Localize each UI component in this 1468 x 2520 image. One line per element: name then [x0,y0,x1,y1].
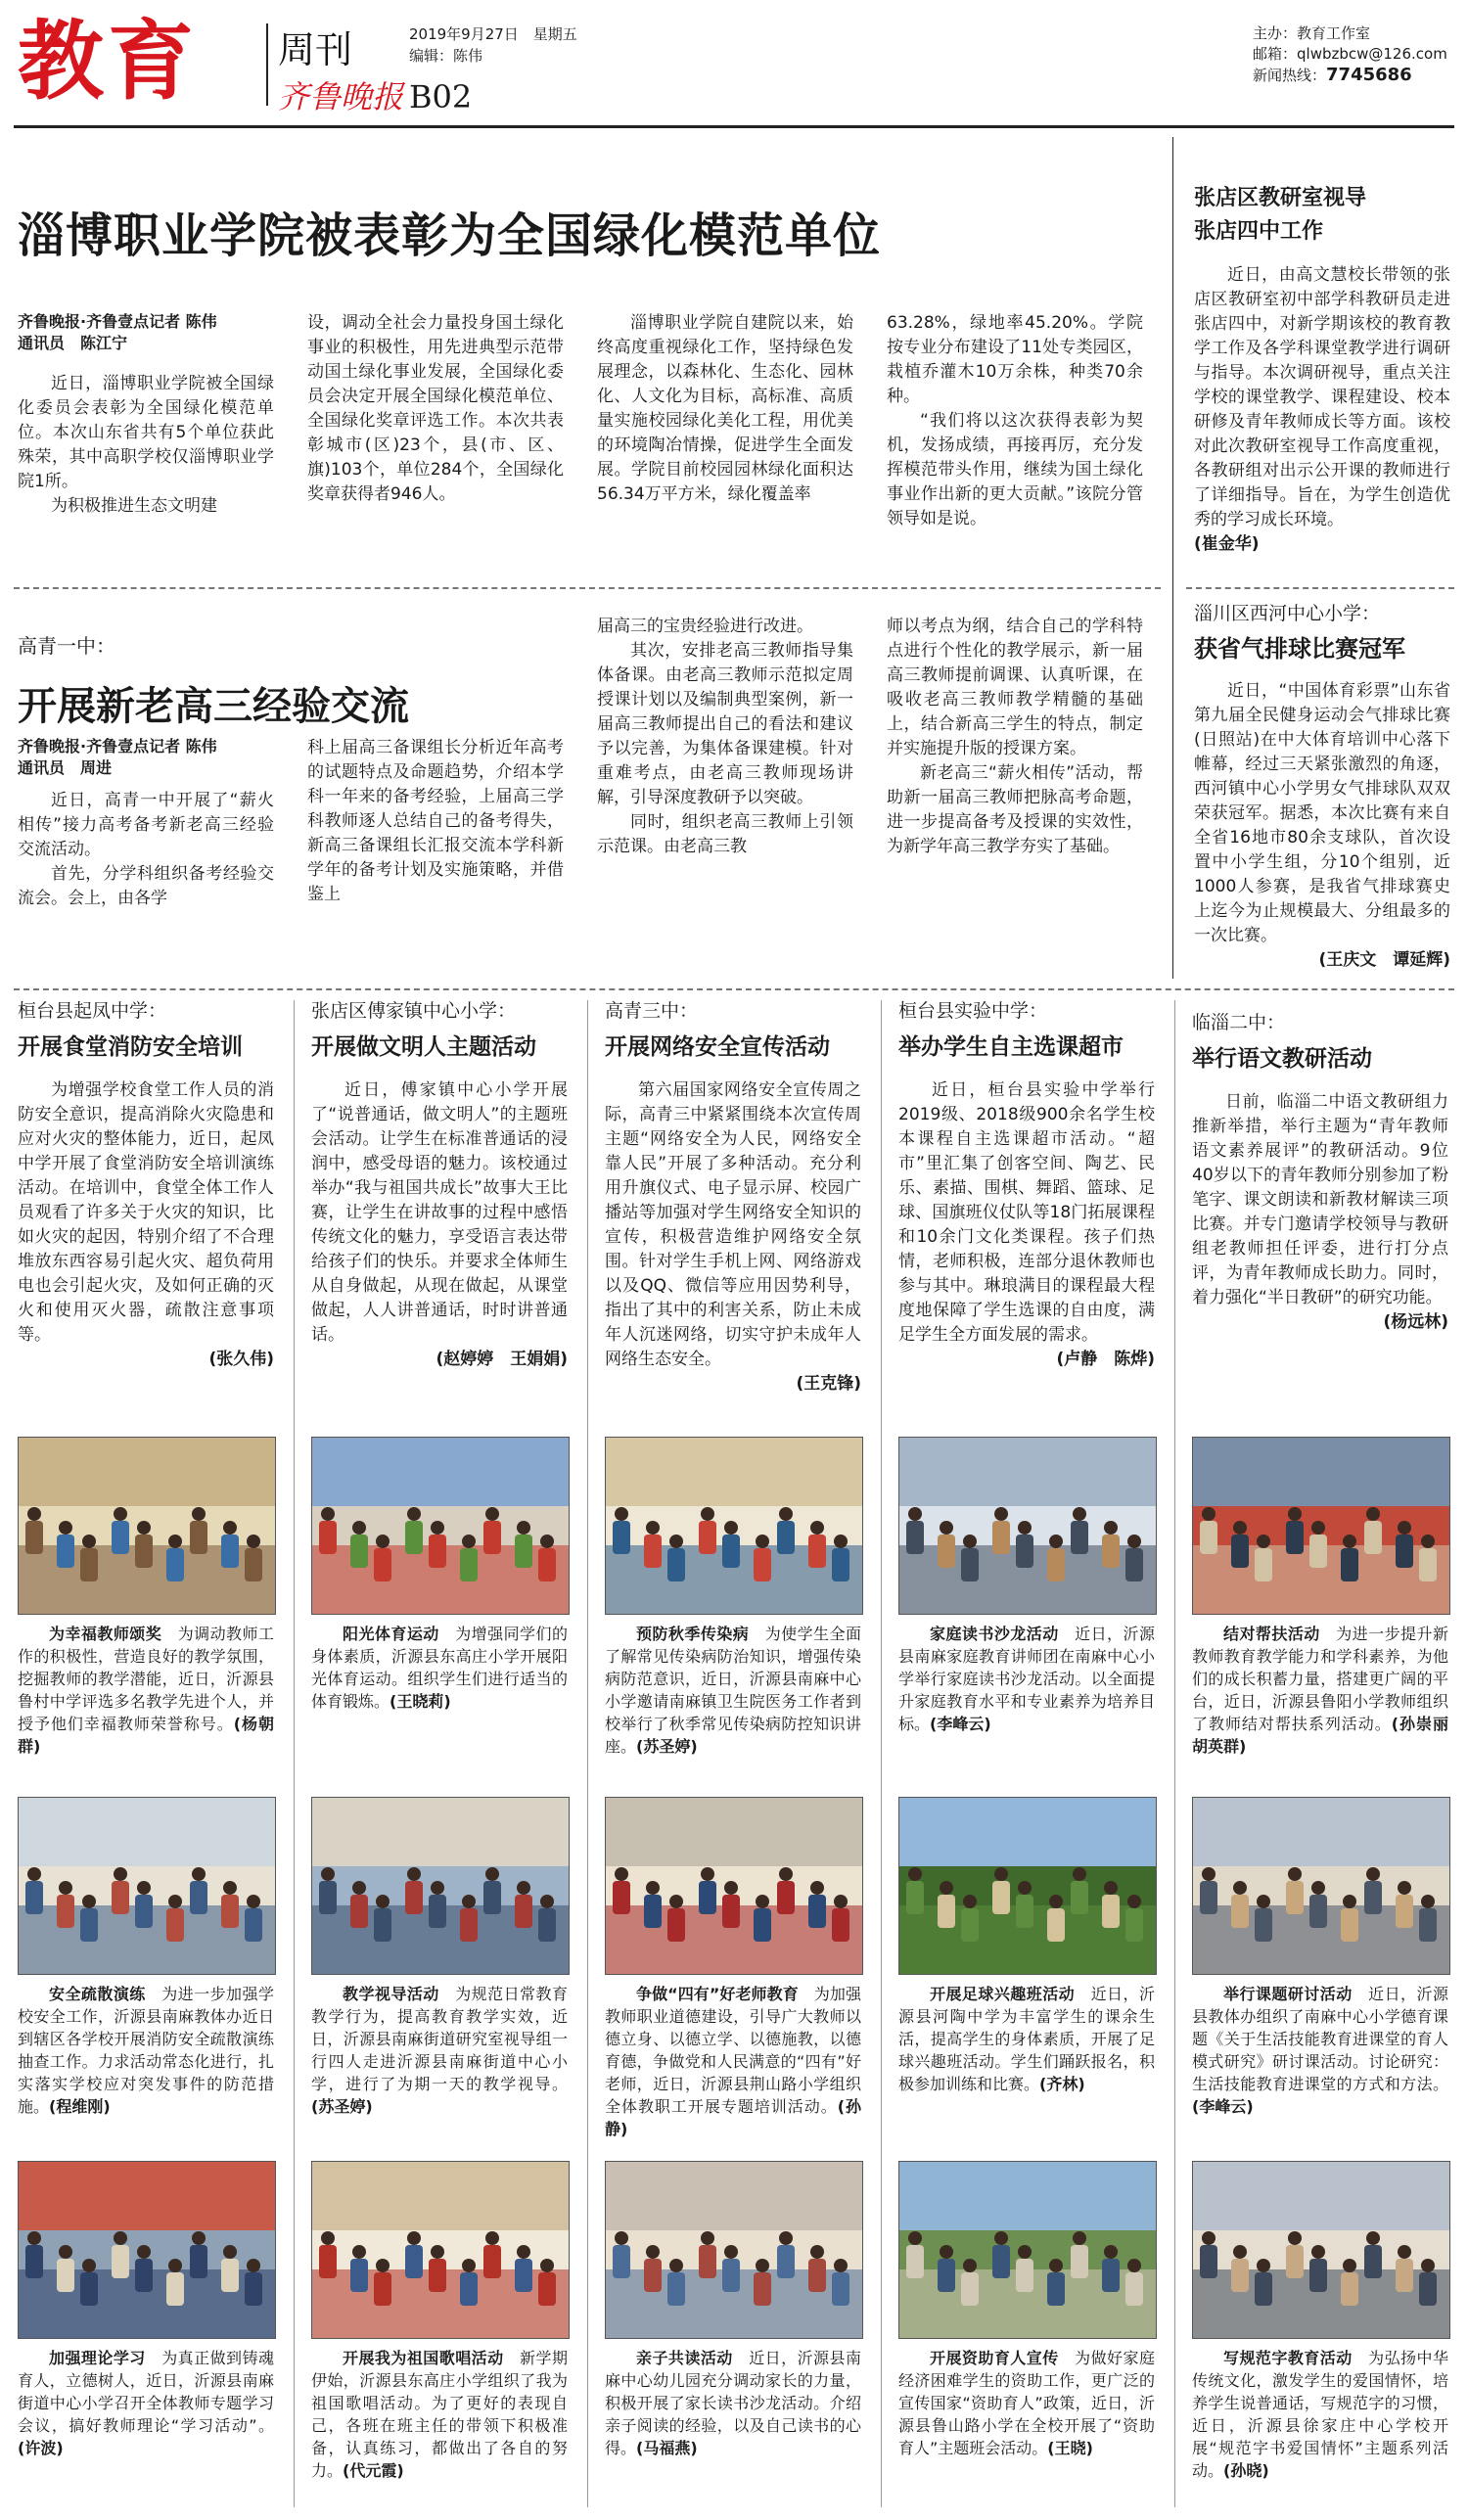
photo-image [312,1798,569,1974]
photo-caption-text: 新学期伊始，沂源县东高庄小学组织了我为祖国歌唱活动。为了更好的表现自己，各班在班主任的带领下积极准备，认真练习，都做出了各自的努力。 [311,2349,568,2480]
photo-caption-credit: (杨朝群) [18,1715,274,1756]
photo-caption-text: 为使学生全面了解常见传染病防治知识，增强传染病防范意识，近日，沂源县南麻中心小学邀请南麻镇卫生院医务工作者到校举行了秋季常见传染病防控知识讲座。 [605,1625,861,1756]
photo-caption [18,1623,274,1758]
photo-caption-text: 近日，沂源县南麻中心幼儿园充分调动家长的力量，积极开展了家长读书沙龙活动。介绍亲子阅读的经验，以及自己读书的心得。 [605,2349,861,2457]
lead-paragraph: 淄博职业学院自建院以来，始终高度重视绿化工作，坚持绿色发展理念，以森林化、生态化、园林化、人文化为目标，高标准、高质量实施校园绿化美化工程，用优美的环境陶冶情操，促进学生全面发展。学院目前校园园林绿化面积达56.34万平方米，绿化覆盖率 [597,313,853,504]
brief-text: 日前，临淄二中语文教研组力推新举措，举行主题为“青年教师语文素养展评”的教研活动。9位40岁以下的青年教师分别参加了粉笔字、课文朗读和新教材解读三项比赛。并专门邀请学校领导与教研组老教师担任评委，进行打分点评，为青年教师成长助力。同时，着力强化“半日教研”的研究功能。 [1192,1092,1448,1308]
sidebar-2-headline: 获省气排球比赛冠军 [1194,634,1405,663]
photo-image [19,1798,275,1974]
second-paragraph: 新老高三“薪火相传”活动，帮助新一届高三教师把脉高考命题，进一步提高备考及授课的实效性，为新学年高三教学夯实了基础。 [887,763,1143,856]
host-label: 主办：教育工作室 [1253,24,1371,42]
photo-image [899,1798,1156,1974]
lead-paragraph: “我们将以这次获得表彰为契机，发扬成绩，再接再厉，充分发挥模范带头作用，继续为国土绿化事业作出新的更大贡献。”该院分管领导如是说。 [887,411,1143,528]
photo-caption-text: 为调动教师工作的积极性，营造良好的教学氛围，挖掘教师的教学潜能，近日，沂源县鲁村中学评选多名教学先进个人，并授予他们幸福教师荣誉称号。 [18,1625,274,1733]
photo-caption [605,2347,861,2459]
photo-caption-text: 近日，沂源县南麻家庭教育讲师团在南麻中心小学举行家庭读书沙龙活动。以全面提升家庭教育水平和专业素养为培养目标。 [898,1625,1155,1733]
column-rule [587,1000,588,2507]
photo-caption-title: 预防秋季传染病 [636,1625,750,1643]
brief-text: 近日，桓台县实验中学举行2019级、2018级900余名学生校本课程自主选课超市活动。“超市”里汇集了创客空间、陶艺、民乐、素描、围棋、舞蹈、篮球、足球、国旗班仪仗队等18门拓展课程和10余门文化类课程。孩子们热情，老师积极，连部分退休教师也参与其中。琳琅满目的课程最大程度地保障了学生选课的自由度，满足学生全方面发展的需求。 [898,1080,1155,1346]
brief-text: 近日，傅家镇中心小学开展了“说普通话，做文明人”的主题班会活动。让学生在标准普通话的浸润中，感受母语的魅力。该校通过举办“我与祖国共成长”故事大王比赛，让学生在讲故事的过程中感悟传统文化的魅力，享受语言表达带给孩子们的快乐。并要求全体师生从自身做起，从现在做起，从课堂做起，人人讲普通话，时时讲普通话。 [311,1080,568,1346]
photo-caption-text: 为加强教师职业道德建设，引导广大教师以德立身、以德立学、以德施教，以德育德，争做党和人民满意的“四有”好老师，近日，沂源县荆山路小学组织全体教职工开展专题培训活动。 [605,1985,861,2116]
lead-paragraph: 63.28%，绿地率45.20%。学院按专业分布建设了11处专类园区，栽植乔灌木10万余株，种类70余种。 [887,313,1143,406]
photo-caption [18,2347,274,2459]
second-byline [18,736,274,779]
second-byline-reporter: 齐鲁晚报·齐鲁壹点记者 陈伟 [18,737,217,756]
lead-byline [18,311,274,354]
sidebar-1-headline-line1: 张店区教研室视导 [1194,186,1367,210]
news-photo [605,2161,863,2339]
photo-image [19,1438,275,1614]
page-number: B02 [409,78,473,115]
news-photo [1192,1437,1450,1615]
photo-caption-text: 为进一步提升新教师教育教学能力和学科素养，为他们的成长积蓄力量，搭建更广阔的平台，近日，沂源县鲁阳小学教师组织了教师结对帮扶系列活动。 [1192,1625,1448,1733]
news-photo [18,1797,276,1975]
photo-caption [605,1983,861,2140]
lead-byline-correspondent: 通讯员 陈江宁 [18,334,128,352]
news-photo [1192,2161,1450,2339]
brief-headline: 举办学生自主选课超市 [898,1033,1124,1060]
brief-body [311,1078,568,1372]
photo-caption-credit: (马福燕) [636,2439,698,2457]
photo-image [899,2162,1156,2338]
brief-story [18,1000,274,1372]
lead-headline: 淄博职业学院被表彰为全国绿化模范单位 [18,208,882,263]
photo-caption-title: 举行课题研讨活动 [1223,1985,1353,2003]
brief-headline: 开展做文明人主题活动 [311,1033,536,1060]
brief-body [605,1078,861,1397]
photo-image [19,2162,275,2338]
lead-col-4 [887,311,1143,531]
news-photo [311,1797,570,1975]
news-photo [898,1797,1157,1975]
section-subtitle: 周刊 [278,28,353,71]
photo-caption-title: 开展我为祖国歌唱活动 [343,2349,504,2367]
photo-image [606,2162,862,2338]
brief-body [898,1078,1155,1372]
second-paragraph: 首先，分学科组织备考经验交流会。会上，由各学 [18,864,274,908]
brief-headline: 开展网络安全宣传活动 [605,1033,830,1060]
photo-caption [311,1623,568,1713]
photo-caption [898,1623,1155,1735]
brief-body [18,1078,274,1372]
photo-caption-credit: (孙晓) [1223,2461,1269,2480]
brief-body [1192,1090,1448,1335]
masthead-divider [266,23,268,106]
lead-col-2 [307,311,564,507]
photo-caption-text: 近日，沂源县教体办组织了南麻中心小学德育课题《关于生活技能教育进课堂的育人模式研究》研讨课活动。讨论研究：生活技能教育进课堂的方式和方法。 [1192,1985,1448,2093]
photo-image [606,1438,862,1614]
second-paragraph: 其次，安排老高三教师指导集体备课。由老高三教师示范拟定周授课计划以及编制典型案例，新一届高三教师提出自己的看法和建议予以完善，为集体备课建模。针对重难考点，由老高三教师现场讲解，引导深度教研予以突破。 [597,641,853,807]
masthead-contact [1253,23,1447,86]
photo-caption-text: 为增强同学们的身体素质，沂源县东高庄小学开展阳光体育运动。组织学生们进行适当的体育锻炼。 [311,1625,568,1711]
photo-caption-title: 加强理论学习 [49,2349,146,2367]
photo-image [1193,1798,1449,1974]
brief-headline: 举行语文教研活动 [1192,1045,1372,1072]
photo-image [1193,2162,1449,2338]
second-paragraph: 届高三的宝贵经验进行改进。 [597,617,813,636]
photo-caption-text: 为进一步加强学校安全工作，沂源县南麻教体办近日到辖区各学校开展消防安全疏散演练抽查工作。力求活动常态化进行，扎实落实学校应对突发事件的防范措施。 [18,1985,274,2116]
brief-credit: (赵婷婷 王娟娟) [436,1350,568,1370]
brief-credit: (王克锋) [796,1374,861,1395]
news-photo [898,2161,1157,2339]
brief-text: 为增强学校食堂工作人员的消防安全意识，提高消除火灾隐患和应对火灾的整体能力，近日，起凤中学开展了食堂消防安全培训演练活动。在培训中，食堂全体工作人员观看了许多关于火灾的知识，比如火灾的起因，特别介绍了不合理堆放东西容易引起火灾、超负荷用电也会引起火灾，及如何正确的灭火和使用灭火器，疏散注意事项等。 [18,1080,274,1346]
photo-caption-credit: (王晓) [1047,2439,1093,2457]
brief-credit: (杨远林) [1383,1312,1448,1333]
photo-caption-title: 为幸福教师颂奖 [49,1625,162,1643]
brief-credit: (张久伟) [208,1350,274,1370]
brief-kicker: 桓台县起凤中学： [18,1000,167,1022]
photo-caption [1192,2347,1448,2482]
sidebar-2-text: 近日，“中国体育彩票”山东省第九届全民健身运动会气排球比赛(日照站)在中大体育培训中心落下帷幕，经过三天紧张激烈的角逐，西河镇中心小学男女气排球队双双荣获冠军。据悉，本次比赛有来自全省16地市80余支球队，首次设置中小学生组，分10个组别，近1000人参赛，是我省气排球赛史上迄今为止规模最大、分组最多的一次比赛。 [1194,680,1450,945]
paper-logo: 齐鲁晚报 [278,78,404,115]
second-col-3 [597,615,853,859]
column-rule [1172,137,1173,979]
photo-caption-credit: (许波) [18,2439,64,2457]
second-kicker: 高青一中： [18,634,115,658]
photo-caption-text: 为规范日常教育教学行为，提高教育教学实效，近日，沂源县南麻街道研究室视导组一行四人走进沂源县南麻街道中心小学，进行了为期一天的教学视导。 [311,1985,568,2093]
second-paragraph: 近日，高青一中开展了“薪火相传”接力高考备考新老高三经验交流活动。 [18,791,274,859]
photo-caption-credit: (代元霞) [343,2461,404,2480]
second-col-4 [887,615,1143,859]
lead-col-1 [18,372,274,519]
photo-caption [311,1983,568,2118]
brief-headline: 开展食堂消防安全培训 [18,1033,243,1060]
news-photo [605,1797,863,1975]
photo-caption [311,2347,568,2482]
photo-caption-credit: (王晓莉) [390,1692,451,1711]
photo-caption-credit: (齐林) [1039,2075,1085,2093]
photo-caption [1192,1623,1464,1758]
photo-caption-title: 开展足球兴趣班活动 [930,1985,1076,2003]
column-rule [294,1000,295,2507]
photo-caption-text: 为弘扬中华传统文化，激发学生的爱国情怀，培养学生说普通话，写规范字的习惯，近日，沂源县徐家庄中心学校开展“规范字书爱国情怀”主题系列活动。 [1192,2349,1448,2480]
hotline [1253,65,1447,86]
news-photo [898,1437,1157,1615]
masthead-rule [14,125,1454,128]
photo-caption-title: 开展资助育人宣传 [930,2349,1059,2367]
news-photo [1192,1797,1450,1975]
second-byline-correspondent: 通讯员 周进 [18,758,113,777]
brief-credit: (卢静 陈烨) [1056,1350,1155,1370]
photo-caption-title: 家庭读书沙龙活动 [930,1625,1059,1643]
photo-caption-credit: (程维刚) [49,2097,111,2116]
photo-caption-credit: (李峰云) [930,1715,991,1733]
lead-col-3 [597,311,853,507]
photo-caption-title: 阳光体育运动 [343,1625,439,1643]
issue-date: 2019年9月27日 星期五 [409,25,577,43]
brief-text: 第六届国家网络安全宣传周之际，高青三中紧紧围绕本次宣传周主题“网络安全为人民，网络安全靠人民”开展了多种活动。充分利用升旗仪式、电子显示屏、校园广播站等加强对学生网络安全知识的宣传，积极营造维护网络安全氛围。针对学生手机上网、网络游戏以及QQ、微信等应用因势利导，指出了其中的利害关系，防止未成年人沉迷网络，切实守护未成年人网络生态安全。 [605,1080,861,1370]
brief-story [605,1000,861,1397]
lead-paragraph: 近日，淄博职业学院被全国绿化委员会表彰为全国绿化模范单位。本次山东省共有5个单位获此殊荣，其中高职学校仅淄博职业学院1所。 [18,374,274,491]
brief-kicker: 临淄二中： [1192,1012,1286,1033]
email-label: 邮箱：qlwbzbcw@126.com [1253,45,1447,63]
brief-kicker: 桓台县实验中学： [898,1000,1048,1022]
brief-story [898,1000,1155,1372]
editor-credit: 编辑：陈伟 [409,47,483,65]
sidebar-2-credit: (王庆文 谭延辉) [1318,949,1450,970]
brief-story [1192,1012,1448,1335]
second-paragraph: 科上届高三备课组长分析近年高考的试题特点及命题趋势，介绍本学科一年来的备考经验，上届高三学科教师逐人总结自己的备考得失，新高三备课组长汇报交流本学科新学年的备考计划及实施策略，并借鉴上 [307,738,564,904]
photo-caption-title: 亲子共读活动 [636,2349,733,2367]
photo-image [1193,1438,1449,1614]
second-col-2 [307,736,564,907]
photo-caption [18,1983,274,2118]
photo-caption [1192,1983,1448,2118]
news-photo [18,1437,276,1615]
section-title: 教育 [18,10,199,112]
photo-image [606,1798,862,1974]
section-divider [1186,587,1454,589]
photo-caption [605,1623,861,1758]
hotline-number: 7745686 [1326,65,1412,85]
sidebar-1-body [1194,263,1450,557]
second-headline: 开展新老高三经验交流 [18,684,409,729]
column-rule [881,1000,882,2507]
photo-caption-title: 安全疏散演练 [49,1985,146,2003]
lead-byline-reporter: 齐鲁晚报·齐鲁壹点记者 陈伟 [18,312,217,331]
news-photo [18,2161,276,2339]
news-photo [311,1437,570,1615]
photo-caption-credit: (孙静) [605,2097,861,2138]
sidebar-story-1 [1194,186,1450,557]
sidebar-1-text: 近日，由高文慧校长带领的张店区教研室初中部学科教研员走进张店四中，对新学期该校的教育教学工作及各学科课堂教学进行调研与指导。本次调研视导，重点关注学校的课堂教学、课程建设、校本研修及青年教师成长等方面。该校对此次教研室视导工作高度重视，各教研组对出示公开课的教师进行了详细指导。旨在，为学生创造优秀的学习成长环境。 [1194,264,1450,529]
hotline-label: 新闻热线： [1253,67,1327,84]
sidebar-1-credit: (崔金华) [1194,533,1260,554]
sidebar-story-2 [1194,603,1450,973]
photo-caption-credit: (苏圣婷) [311,2097,373,2116]
brief-story [311,1000,568,1372]
photo-caption-title: 争做“四有”好老师教育 [636,1985,799,2003]
section-divider [14,587,1161,589]
photo-image [899,1438,1156,1614]
photo-caption-title: 写规范字教育活动 [1223,2349,1353,2367]
second-col-1 [18,789,274,911]
brief-kicker: 高青三中： [605,1000,699,1022]
photo-caption-credit: (李峰云) [1192,2097,1254,2116]
photo-caption-text: 近日，沂源县河陶中学为丰富学生的课余生活，提高学生的身体素质，开展了足球兴趣班活动。学生们踊跃报名，积极参加训练和比赛。 [898,1985,1155,2093]
brief-kicker: 张店区傅家镇中心小学： [311,1000,517,1022]
column-rule [1174,1000,1175,2507]
photo-caption [898,1983,1155,2095]
photo-image [312,2162,569,2338]
photo-caption-text: 为真正做到铸魂育人，立德树人，近日，沂源县南麻街道中心小学召开全体教师专题学习会议，搞好教师理论“学习活动”。 [18,2349,274,2435]
second-paragraph: 同时，组织老高三教师上引领示范课。由老高三教 [597,812,853,856]
photo-caption-credit: (孙崇丽 胡英群) [1192,1715,1464,1756]
second-paragraph: 师以考点为纲，结合自己的学科特点进行个性化的教学展示，新一届高三教师提前调课、认真听课，在吸收老高三教师教学精髓的基础上，结合新高三学生的特点，制定并实施提升版的授课方案。 [887,617,1143,758]
sidebar-2-body [1194,679,1450,973]
sidebar-2-kicker: 淄川区西河中心小学： [1194,603,1381,624]
photo-caption-title: 教学视导活动 [343,1985,439,2003]
photo-caption [898,2347,1155,2459]
photo-caption-text: 为做好家庭经济困难学生的资助工作，更广泛的宣传国家“资助育人”政策，近日，沂源县鲁山路小学在全校开展了“资助育人”主题班会活动。 [898,2349,1155,2457]
section-divider [14,988,1454,990]
photo-caption-credit: (苏圣婷) [636,1737,698,1756]
sidebar-1-headline-line2: 张店四中工作 [1194,219,1324,245]
news-photo [311,2161,570,2339]
news-photo [605,1437,863,1615]
photo-caption-title: 结对帮扶活动 [1223,1625,1320,1643]
lead-paragraph: 设，调动全社会力量投身国土绿化事业的积极性，用先进典型示范带动国土绿化事业发展，全国绿化委员会决定开展全国绿化模范单位、全国绿化奖章评选工作。本次共表彰城市(区)23个，县(市、区、旗)103个，单位284个，全国绿化奖章获得者946人。 [307,313,564,504]
lead-paragraph: 为积极推进生态文明建 [51,496,217,516]
photo-image [312,1438,569,1614]
